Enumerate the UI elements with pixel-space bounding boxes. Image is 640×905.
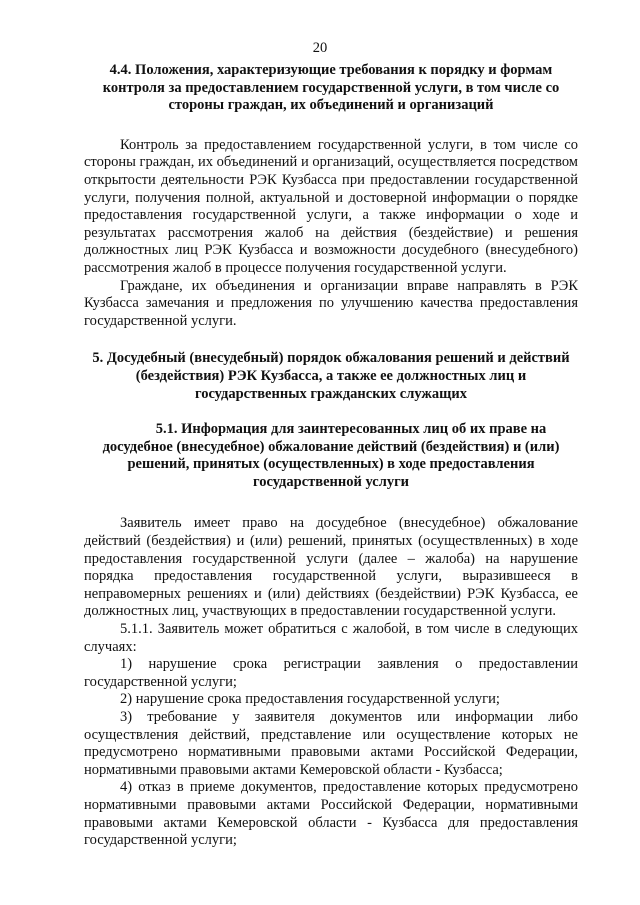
list-item-2: 2) нарушение срока предоставления государственной услуги; — [120, 691, 500, 708]
section-4-4-heading: 4.4. Положения, характеризующие требования к порядку и формам контроля за предоставлением государственной услуги, в том числе со стороны граждан, их объединений и организаций — [102, 62, 560, 114]
clause-5-1-1: 5.1.1. Заявитель может обратиться с жалобой, в том числе в следующих случаях: — [84, 621, 578, 655]
document-body — [84, 62, 578, 850]
list-item-4: 4) отказ в приеме документов, предоставление которых предусмотрено нормативными правовыми актами Российской Федерации, нормативными правовыми актами Кемеровской области - Кузбасса для предоставления государственной услуги; — [84, 779, 578, 849]
list-item-1: 1) нарушение срока регистрации заявления о предоставлении государственной услуги; — [84, 656, 578, 690]
section-4-4-paragraph-2: Граждане, их объединения и организации вправе направлять в РЭК Кузбасса замечания и предложения по улучшению качества предоставления государственной услуги. — [84, 277, 578, 329]
section-4-4-paragraph-1: Контроль за предоставлением государственной услуги, в том числе со стороны граждан, их объединений и организаций, осуществляется посредством открытости деятельности РЭК Кузбасса при предоставлении государственной услуги, получения полной, актуальной и достоверной информации о порядке предоставления государственной услуги, а также информации о ходе и результатах рассмотрения жалоб на действия (бездействие) и решения должностных лиц РЭК Кузбасса и возможности досудебного (внесудебного) рассмотрения жалоб в процессе получения государственной услуги. — [84, 136, 578, 276]
section-5-1-heading: 5.1. Информация для заинтересованных лиц об их праве на досудебное (внесудебное) обжалование действий (бездействия) и (или) решений, принятых (осуществленных) в ходе предоставления государственной услуги — [102, 421, 560, 490]
list-item-3: 3) требование у заявителя документов или информации либо осуществления действий, представление или осуществление которых не предусмотрено нормативными правовыми актами Российской Федерации, нормативными правовыми актами Кемеровской области - Кузбасса; — [84, 709, 578, 778]
page-number: 20 — [312, 40, 328, 56]
section-5-heading: 5. Досудебный (внесудебный) порядок обжалования решений и действий (бездействия) РЭК Кузбасса, а также ее должностных лиц и государственных гражданских служащих — [92, 350, 570, 402]
section-5-1-paragraph-1: Заявитель имеет право на досудебное (внесудебное) обжалование действий (бездействия) и (или) решений, принятых (осуществленных) в ходе предоставления государственной услуги (далее – жалоба) на нарушение порядка предоставления государственной услуги, выразившееся в неправомерных решениях и (или) действиях (бездействии) РЭК Кузбасса, ее должностных лиц, участвующих в предоставлении государственной услуги. — [84, 515, 578, 620]
